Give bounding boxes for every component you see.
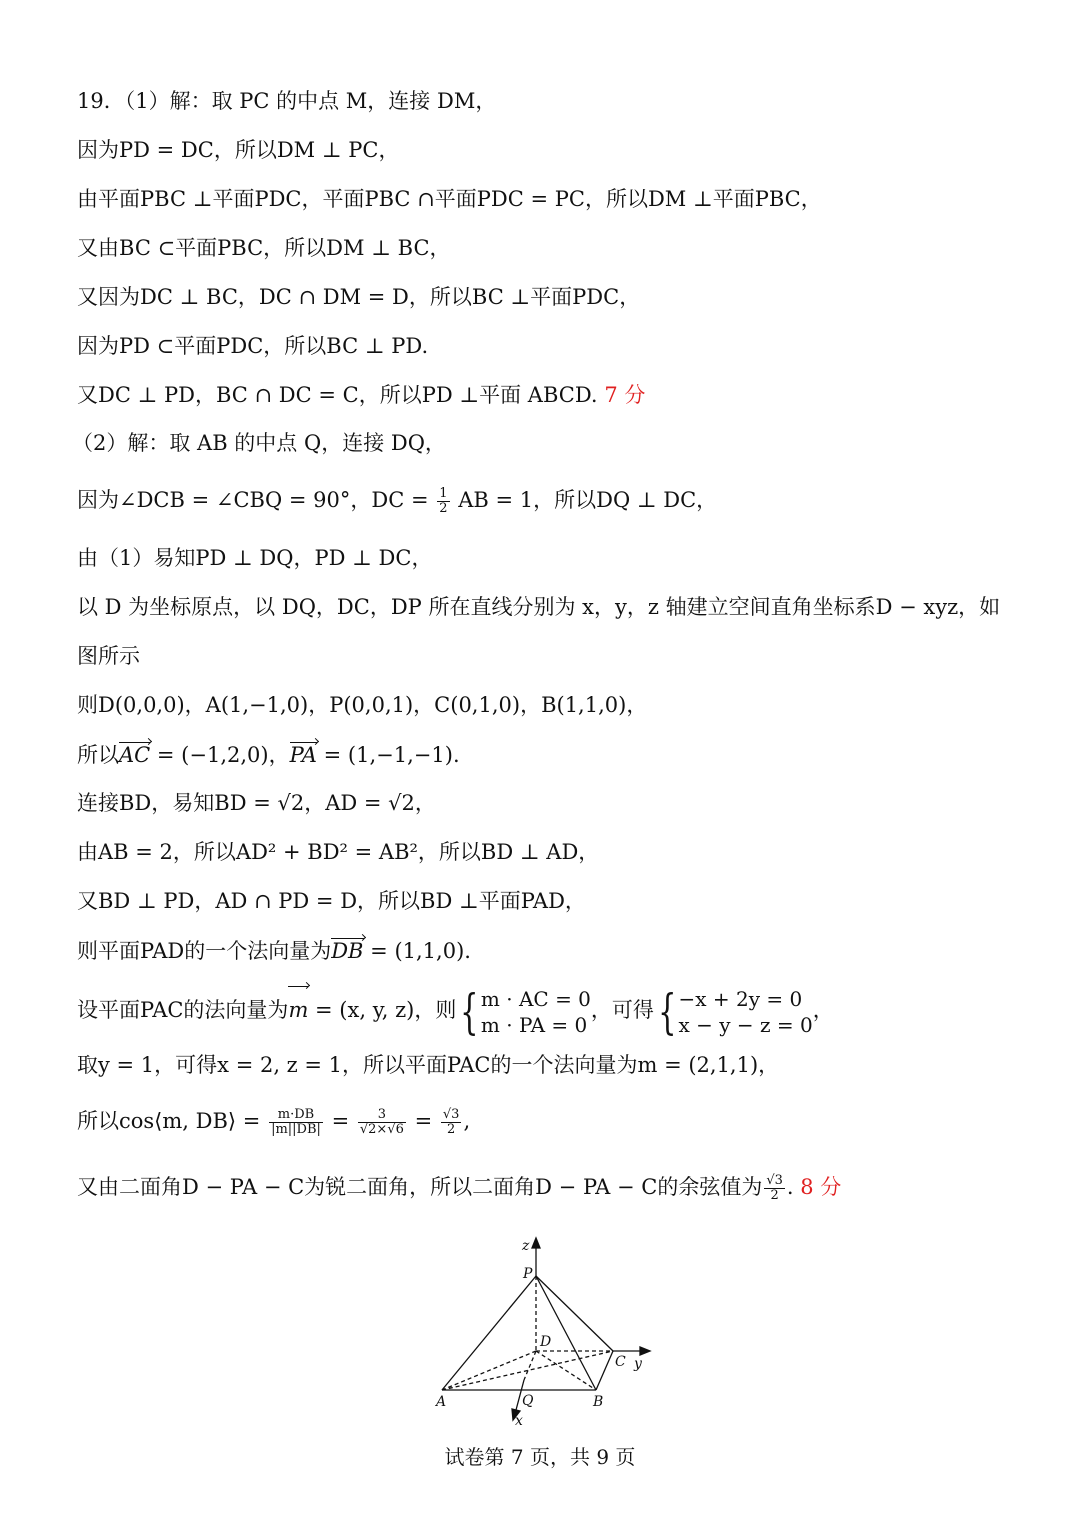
equals-2: = (414, 1109, 433, 1133)
label-y: y (634, 1356, 642, 1372)
vector-ac: AC (119, 740, 150, 770)
frac-answer-num: √3 (766, 1173, 783, 1188)
line-7-text: 又DC ⊥ PD，BC ∩ DC = C，所以PD ⊥平面 ABCD. (77, 383, 598, 407)
line-15: 连接BD，易知BD = √2，AD = √2， (77, 791, 436, 815)
line-22-a: 又由二面角D − PA − C为锐二面角，所以二面角D − PA − C的余弦值为 (77, 1175, 763, 1199)
line-21-a: 所以cos⟨m, DB⟩ = (77, 1109, 261, 1133)
line-19-d: ， (812, 998, 834, 1022)
line-9-b: AB = 1，所以DQ ⊥ DC， (458, 488, 718, 512)
eq-1: m · AC = 0 (480, 986, 591, 1011)
frac-3-den: √2×√6 (359, 1122, 404, 1137)
left-brace-2: { (658, 983, 677, 1040)
edge-dq (524, 1351, 536, 1380)
line-5: 又因为DC ⊥ BC，DC ∩ DM = D，所以BC ⊥平面PDC， (77, 285, 641, 309)
line-19-b: = (x, y, z)，则 (308, 998, 457, 1022)
frac-cos-num: m·DB (269, 1108, 323, 1123)
label-a: A (436, 1394, 447, 1410)
line-16: 由AB = 2，所以AD² + BD² = AB²，所以BD ⊥ AD， (77, 840, 600, 864)
frac-3-num: 3 (358, 1108, 406, 1123)
fraction-cos (269, 1108, 323, 1137)
line-1: 19．（1）解：取 PC 的中点 M，连接 DM， (77, 89, 497, 113)
y-axis-arrow (640, 1347, 650, 1355)
line-18 (77, 936, 471, 966)
line-13: 则D(0,0,0)，A(1,−1,0)，P(0,0,1)，C(0,1,0)，B(1,1,0)， (77, 693, 648, 717)
line-8: （2）解：取 AB 的中点 Q，连接 DQ， (72, 431, 446, 455)
edge-da (442, 1351, 536, 1390)
fraction-half (437, 487, 449, 516)
line-21 (77, 1106, 470, 1137)
line-6: 因为PD ⊂平面PDC，所以BC ⊥ PD. (77, 334, 429, 358)
fraction-answer (764, 1174, 785, 1203)
line-20: 取y = 1，可得x = 2, z = 1，所以平面PAC的一个法向量为m = (2,1,1)， (77, 1053, 780, 1077)
line-21-b: , (463, 1109, 471, 1133)
line-10: 由（1）易知PD ⊥ DQ，PD ⊥ DC， (77, 546, 433, 570)
equation-system-1 (481, 986, 591, 1038)
vector-pa: PA (290, 740, 317, 770)
line-3: 由平面PBC ⊥平面PDC，平面PBC ∩平面PDC = PC，所以DM ⊥平面PBC， (77, 187, 822, 211)
line-14-c: = (1,−1,−1). (316, 743, 460, 767)
pyramid-figure (420, 1230, 670, 1435)
frac-cos-den: |m||DB| (271, 1122, 321, 1137)
left-brace-1: { (460, 983, 479, 1040)
line-22 (77, 1172, 841, 1203)
fraction-sqrt3 (441, 1108, 462, 1137)
edge-pa (442, 1276, 536, 1390)
line-2: 因为PD = DC，所以DM ⊥ PC， (77, 138, 400, 162)
label-b: B (593, 1394, 604, 1410)
frac-answer-den: 2 (770, 1188, 779, 1203)
line-9 (77, 485, 717, 516)
equals-1: = (331, 1109, 350, 1133)
line-19-a: 设平面PAC的法向量为 (77, 998, 289, 1022)
eq-2: m · PA = 0 (480, 1012, 588, 1037)
line-9-a: 因为∠DCB = ∠CBQ = 90°，DC = (77, 488, 429, 512)
score-8: 8 分 (800, 1175, 842, 1199)
frac-sqrt3-num: √3 (442, 1107, 460, 1122)
vector-db: DB (331, 936, 363, 966)
line-22-b: . (786, 1175, 794, 1199)
line-14-a: 所以 (77, 743, 119, 767)
vector-m: m (288, 984, 308, 1036)
line-18-b: = (1,1,0). (363, 939, 471, 963)
line-17: 又BD ⊥ PD，AD ∩ PD = D，所以BD ⊥平面PAD， (77, 889, 586, 913)
frac-num: 1 (439, 486, 448, 501)
label-z: z (522, 1238, 530, 1254)
label-x: x (515, 1413, 523, 1429)
line-7 (77, 380, 645, 410)
line-14 (77, 740, 460, 770)
score-7: 7 分 (604, 383, 646, 407)
equation-system-2 (678, 986, 812, 1038)
frac-sqrt3-den: 2 (447, 1122, 456, 1137)
line-18-a: 则平面PAD的一个法向量为 (77, 939, 332, 963)
eq-4: x − y − z = 0 (678, 1012, 813, 1037)
line-11: 以 D 为坐标原点，以 DQ，DC，DP 所在直线分别为 x，y，z 轴建立空间直角坐标系D − xyz，如 (77, 595, 1001, 619)
line-19-c: ，可得 (590, 998, 654, 1022)
edge-bc (596, 1351, 613, 1390)
label-c: C (615, 1354, 626, 1370)
line-4: 又由BC ⊂平面PBC，所以DM ⊥ BC， (77, 236, 451, 260)
label-d: D (540, 1334, 552, 1350)
eq-3: −x + 2y = 0 (678, 986, 803, 1011)
line-12: 图所示 (77, 644, 140, 668)
frac-den: 2 (439, 501, 448, 516)
edge-pb (536, 1276, 596, 1390)
z-axis-arrow (532, 1238, 540, 1248)
line-19 (77, 984, 834, 1038)
line-14-b: = (−1,2,0)， (150, 743, 290, 767)
edge-ac (442, 1351, 613, 1390)
page-footer: 试卷第 7 页，共 9 页 (444, 1445, 636, 1469)
fraction-3 (358, 1108, 406, 1137)
label-p: P (523, 1266, 533, 1282)
label-q: Q (522, 1393, 534, 1409)
